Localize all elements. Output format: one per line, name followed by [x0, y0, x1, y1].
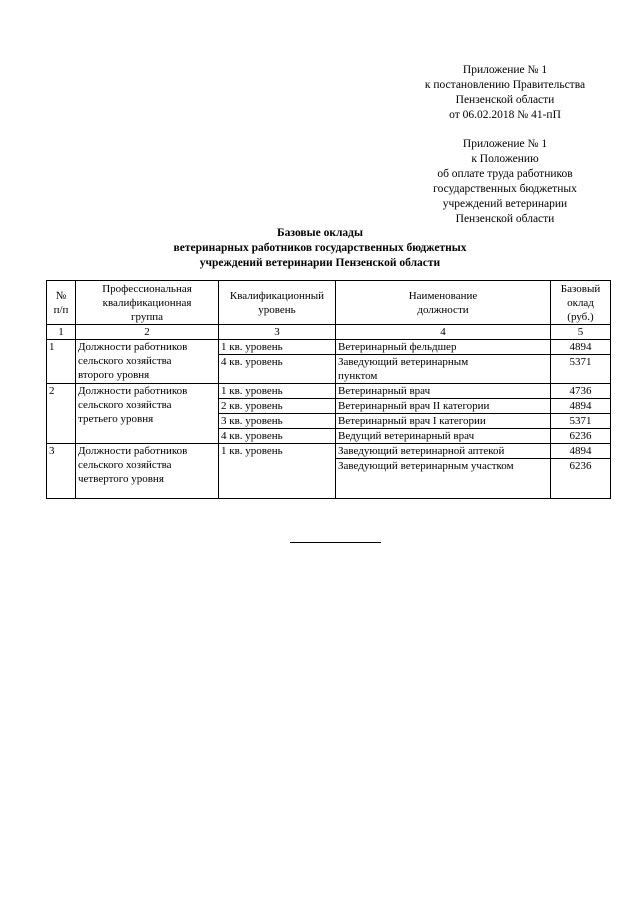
header-group: Профессиональная квалификационная группа	[76, 281, 219, 325]
appendix-line: об оплате труда работников	[437, 168, 573, 180]
header-salary: Базовый оклад (руб.)	[551, 281, 611, 325]
group-name: Должности работников сельского хозяйства второго уровня	[76, 340, 219, 384]
closing-line	[290, 542, 381, 543]
appendix-line: государственных бюджетных	[433, 183, 577, 195]
title-line: учреждений ветеринарии Пензенской области	[199, 257, 441, 269]
salary-table	[46, 280, 611, 499]
row-index: 2	[47, 384, 76, 444]
qualification-level: 1 кв. уровень	[219, 340, 336, 355]
appendix-line: от 06.02.2018 № 41-пП	[449, 109, 561, 121]
appendix-line: к Положению	[471, 153, 539, 165]
group-name: Должности работников сельского хозяйства четвертого уровня	[76, 444, 219, 499]
position-name: Ветеринарный врач I категории	[336, 414, 551, 429]
qualification-level: 2 кв. уровень	[219, 399, 336, 414]
base-salary: 4894	[551, 340, 611, 355]
qualification-level: 1 кв. уровень	[219, 444, 336, 499]
qualification-level: 1 кв. уровень	[219, 384, 336, 399]
column-numbers-row	[47, 325, 611, 340]
column-number: 1	[47, 325, 76, 340]
row-index: 1	[47, 340, 76, 384]
qualification-level: 4 кв. уровень	[219, 429, 336, 444]
position-name: Ветеринарный фельдшер	[336, 340, 551, 355]
appendix-line: Пензенской области	[455, 94, 555, 106]
position-name: Заведующий ветеринарным пунктом	[336, 355, 551, 384]
base-salary: 4894	[551, 444, 611, 459]
position-name: Ветеринарный врач II категории	[336, 399, 551, 414]
group-name: Должности работников сельского хозяйства третьего уровня	[76, 384, 219, 444]
position-name: Заведующий ветеринарным участком	[336, 459, 551, 499]
appendix-line: к постановлению Правительства	[424, 79, 586, 91]
table-row	[47, 384, 611, 399]
appendix-header-regulation	[400, 137, 610, 227]
table-row	[47, 340, 611, 355]
base-salary: 4736	[551, 384, 611, 399]
header-no: № п/п	[47, 281, 76, 325]
column-number: 5	[551, 325, 611, 340]
table-row	[47, 444, 611, 459]
appendix-line: Пензенской области	[455, 213, 555, 225]
base-salary: 4894	[551, 399, 611, 414]
column-number: 4	[336, 325, 551, 340]
appendix-header-main	[400, 63, 610, 123]
base-salary: 6236	[551, 429, 611, 444]
position-name: Ведущий ветеринарный врач	[336, 429, 551, 444]
appendix-line: Приложение № 1	[462, 64, 548, 76]
header-position: Наименование должности	[336, 281, 551, 325]
qualification-level: 3 кв. уровень	[219, 414, 336, 429]
header-level: Квалификационный уровень	[219, 281, 336, 325]
appendix-line: учреждений ветеринарии	[442, 198, 568, 210]
column-number: 3	[219, 325, 336, 340]
document-title	[0, 226, 640, 271]
column-number: 2	[76, 325, 219, 340]
title-line: ветеринарных работников государственных бюджетных	[173, 242, 467, 254]
position-name: Ветеринарный врач	[336, 384, 551, 399]
position-name: Заведующий ветеринарной аптекой	[336, 444, 551, 459]
base-salary: 5371	[551, 414, 611, 429]
appendix-line: Приложение № 1	[462, 138, 548, 150]
base-salary: 5371	[551, 355, 611, 384]
title-line: Базовые оклады	[277, 227, 363, 239]
base-salary: 6236	[551, 459, 611, 499]
row-index: 3	[47, 444, 76, 499]
qualification-level: 4 кв. уровень	[219, 355, 336, 384]
